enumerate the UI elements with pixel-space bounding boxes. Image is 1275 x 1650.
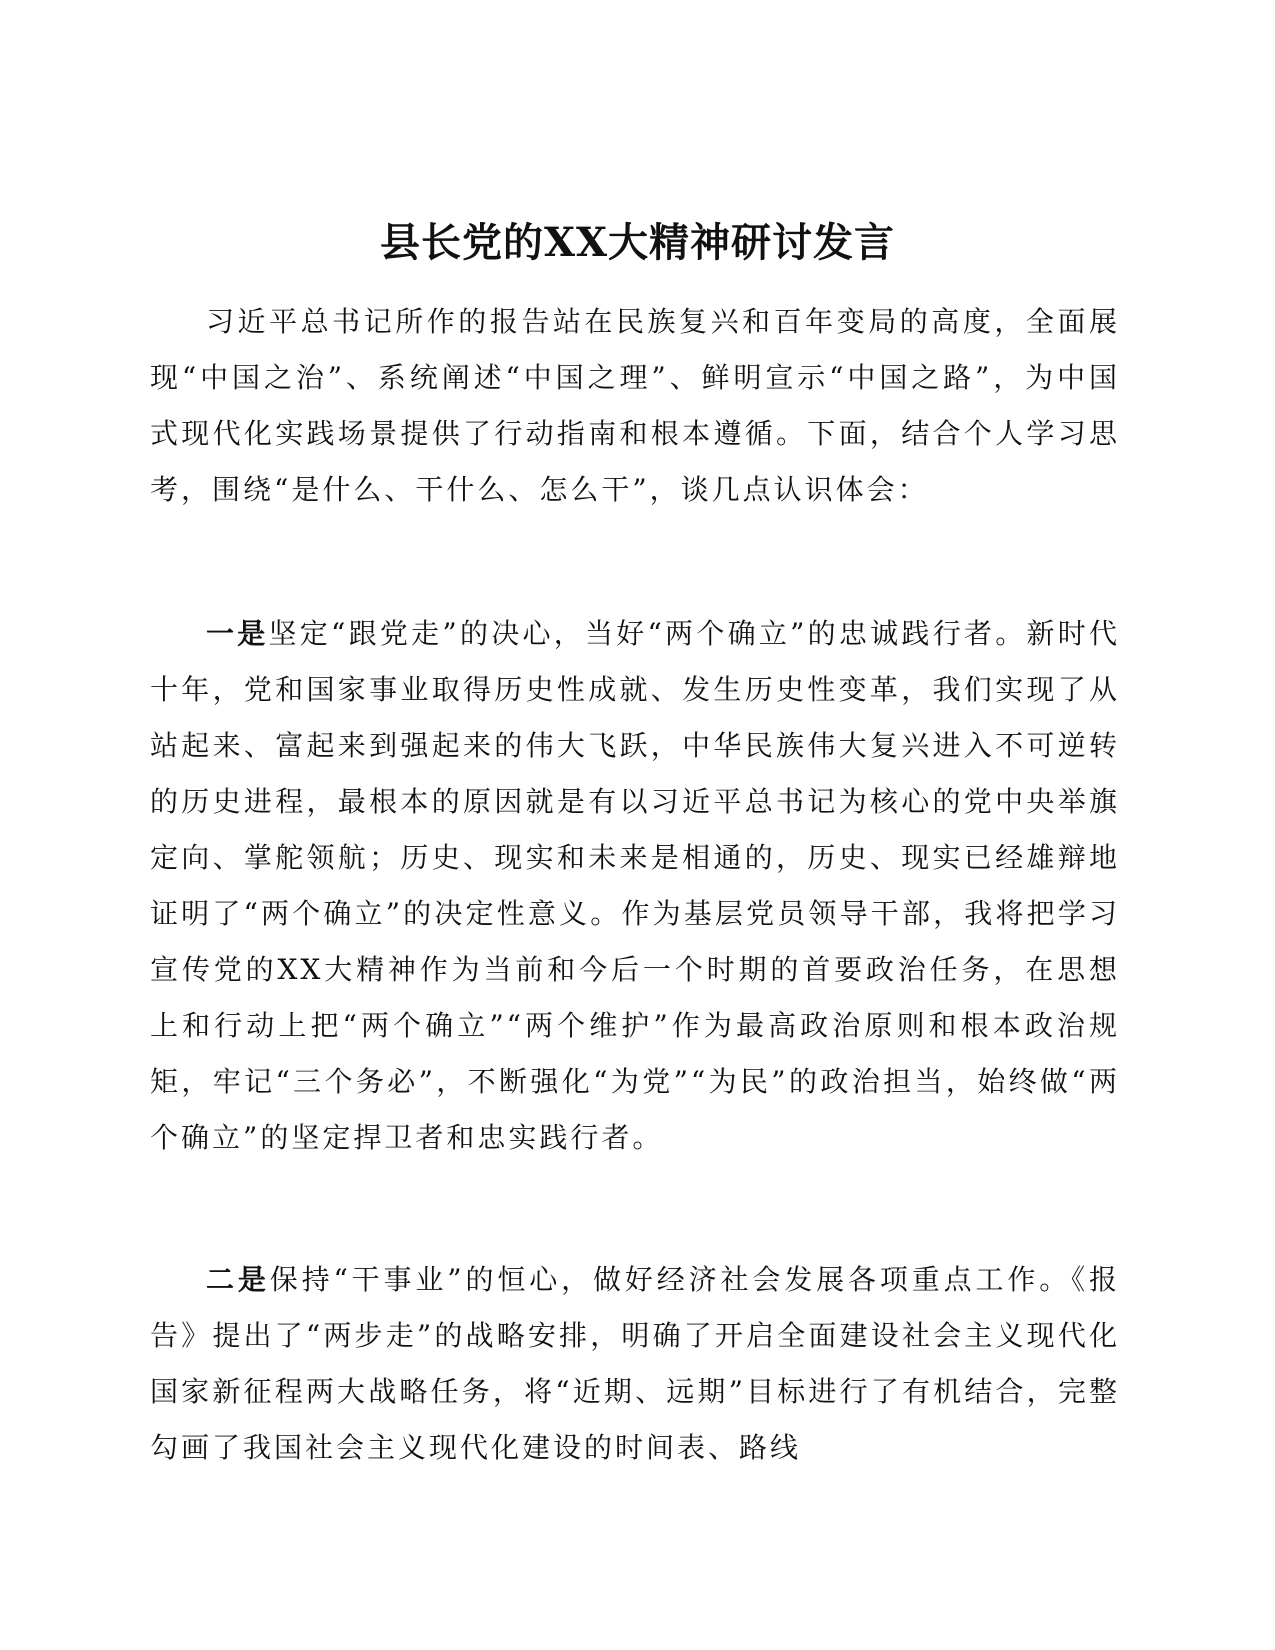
paragraph-lead: 二是 xyxy=(206,1263,270,1296)
paragraph-text: 保持“干事业”的恒心，做好经济社会发展各项重点工作。《报告》提出了“两步走”的战略安排，明确了开启全面建设社会主义现代化国家新征程两大战略任务，将“近期、远期”目标进行了有机结合，完整勾画了我国社会主义现代化建设的时间表、路线 xyxy=(150,1263,1120,1464)
paragraph-point-2 xyxy=(150,1252,1120,1476)
paragraph-point-1 xyxy=(150,606,1120,1166)
paragraph-text: 习近平总书记所作的报告站在民族复兴和百年变局的高度，全面展现“中国之治”、系统阐述“中国之理”、鲜明宣示“中国之路”，为中国式现代化实践场景提供了行动指南和根本遵循。下面，结合个人学习思考，围绕“是什么、干什么、怎么干”，谈几点认识体会： xyxy=(150,305,1120,506)
paragraph-intro xyxy=(150,294,1120,518)
paragraph-text: 坚定“跟党走”的决心，当好“两个确立”的忠诚践行者。新时代十年，党和国家事业取得历史性成就、发生历史性变革，我们实现了从站起来、富起来到强起来的伟大飞跃，中华民族伟大复兴进入不可逆转的历史进程，最根本的原因就是有以习近平总书记为核心的党中央举旗定向、掌舵领航；历史、现实和未来是相通的，历史、现实已经雄辩地证明了“两个确立”的决定性意义。作为基层党员领导干部，我将把学习宣传党的XX大精神作为当前和今后一个时期的首要政治任务，在思想上和行动上把“两个确立”“两个维护”作为最高政治原则和根本政治规矩，牢记“三个务必”，不断强化“为党”“为民”的政治担当，始终做“两个确立”的坚定捍卫者和忠实践行者。 xyxy=(150,617,1120,1154)
paragraph-lead: 一是 xyxy=(206,617,269,650)
document-title: 县长党的XX大精神研讨发言 xyxy=(379,218,896,266)
